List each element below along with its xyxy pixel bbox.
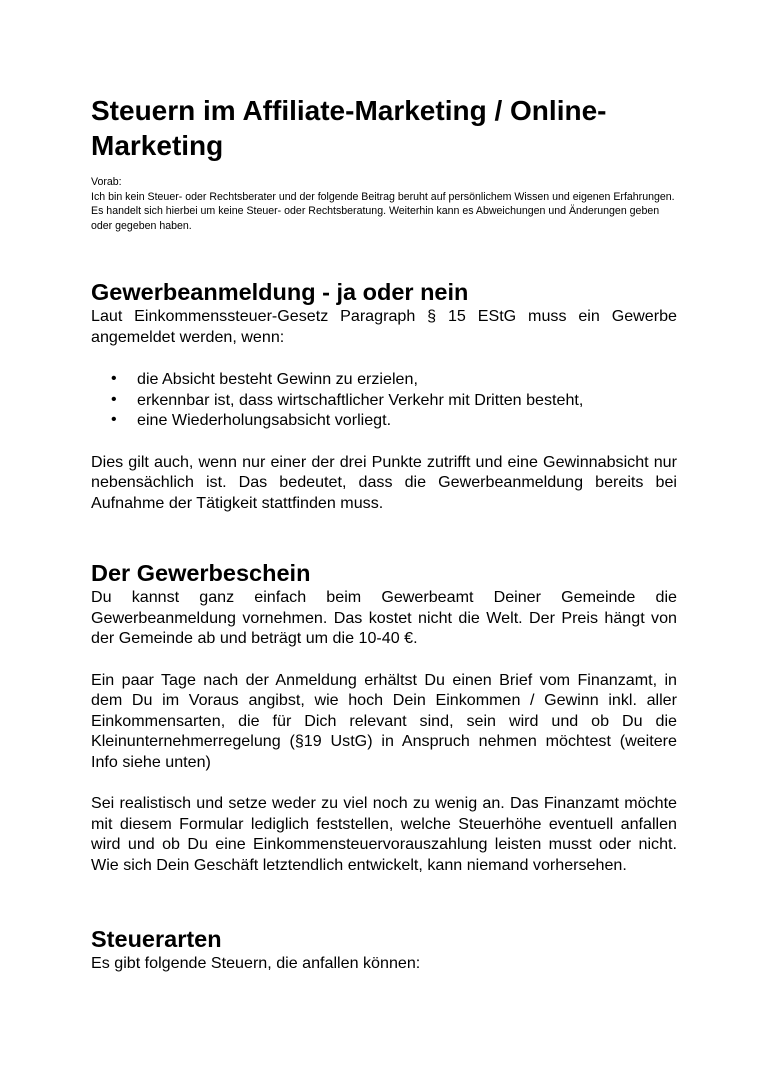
disclaimer-text: Ich bin kein Steuer- oder Rechtsberater und der folgende Beitrag beruht auf persönlichem Wissen und eigenen Erfahrungen. Es handelt sich hierbei um keine Steuer- oder Rechtsberatung. Weiterhin kann es Abweichungen und Änderungen geben oder gegeben haben. bbox=[91, 190, 675, 232]
section-paragraph: Sei realistisch und setze weder zu viel noch zu wenig an. Das Finanzamt möchte mit diesem Formular lediglich feststellen, welche Steuerhöhe eventuell anfallen wird und ob Du eine Einkommensteuervorauszahlung leisten musst oder nicht. Wie sich Dein Geschäft letztendlich entwickelt, kann niemand vorhersehen. bbox=[91, 794, 677, 874]
disclaimer-label: Vorab: bbox=[91, 176, 122, 188]
section-intro: Laut Einkommenssteuer-Gesetz Paragraph § 15 EStG muss ein Gewerbe angemeldet werden, wenn: bbox=[91, 307, 677, 346]
section-paragraph: Ein paar Tage nach der Anmeldung erhältst Du einen Brief vom Finanzamt, in dem Du im Voraus angibst, wie hoch Dein Einkommen / Gewinn inkl. aller Einkommensarten, die für Dich relevant sind, sein wird und ob Du die Kleinunternehmerregelung (§19 UstG) in Anspruch nehmen möchtest (weitere Info siehe unten) bbox=[91, 670, 677, 771]
document-content bbox=[91, 93, 677, 974]
disclaimer bbox=[91, 175, 677, 233]
section-steuerarten bbox=[91, 925, 677, 974]
section-gewerbeschein bbox=[91, 559, 677, 875]
document-title: Steuern im Affiliate-Marketing / Online-Marketing bbox=[91, 95, 607, 161]
section-heading: Der Gewerbeschein bbox=[91, 560, 311, 586]
list-item: • erkennbar ist, dass wirtschaftlicher Verkehr mit Dritten besteht, bbox=[111, 390, 584, 409]
section-paragraph: Dies gilt auch, wenn nur einer der drei Punkte zutrifft und eine Gewinnabsicht nur nebensächlich ist. Das bedeutet, dass die Gewerbeanmeldung bereits bei Aufnahme der Tätigkeit stattfinden muss. bbox=[91, 452, 677, 512]
criteria-list bbox=[91, 369, 677, 431]
section-intro: Es gibt folgende Steuern, die anfallen können: bbox=[91, 954, 421, 972]
section-paragraph: Du kannst ganz einfach beim Gewerbeamt Deiner Gemeinde die Gewerbeanmeldung vornehmen. Das kostet nicht die Welt. Der Preis hängt von der Gemeinde ab und beträgt um die 10-40 €. bbox=[91, 588, 677, 647]
bullet-icon: • bbox=[111, 411, 117, 428]
list-item: • eine Wiederholungsabsicht vorliegt. bbox=[111, 411, 392, 429]
section-gewerbeanmeldung bbox=[91, 278, 677, 513]
section-heading: Gewerbeanmeldung - ja oder nein bbox=[91, 279, 469, 305]
bullet-icon: • bbox=[111, 370, 117, 387]
bullet-icon: • bbox=[111, 390, 117, 408]
section-heading: Steuerarten bbox=[91, 926, 222, 952]
list-item: • die Absicht besteht Gewinn zu erzielen, bbox=[111, 370, 418, 388]
